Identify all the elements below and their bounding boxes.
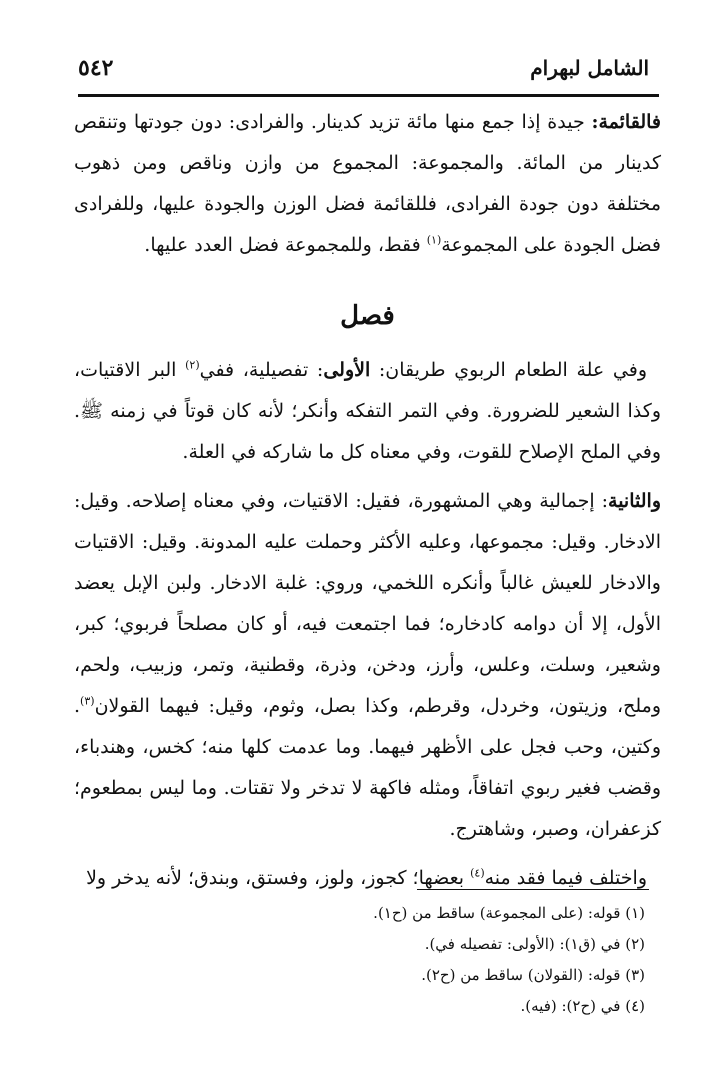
section-heading: فصل: [340, 301, 395, 331]
footnote-1: (١) قوله: (على المجموعة) ساقط من (ح١).: [373, 904, 645, 922]
page-number: ٥٤٢: [78, 55, 114, 81]
footnotes: [100, 898, 645, 1022]
footnote-3: (٣) قوله: (القولان) ساقط من (ح٢).: [421, 966, 645, 984]
paragraph-4: [74, 858, 661, 899]
footnote-ref-4[interactable]: (٤): [470, 866, 485, 880]
footnote-separator: [417, 889, 649, 890]
para2-b: : تفصيلية، ففي: [199, 359, 324, 381]
paragraph-gap: [74, 473, 661, 481]
term-thaniya: والثانية: [608, 490, 661, 512]
footnote-2: (٢) في (ق١): (الأولى: تفصيله في).: [424, 935, 645, 953]
footnote-4: (٤) في (ح٢): (فيه).: [520, 997, 645, 1015]
para3-a: : إجمالية وهي المشهورة، فقيل: الاقتيات، وفي معناه إصلاحه. وقيل: الادخار. وقيل: مجموعها، وعليه الأكثر وحملت عليه المدونة. وقيل: الاقتيات والادخار للعيش غالباً وأنكره اللخمي، وروي: غلبة الادخار. ولبن الإبل يعضد الأول، إلا أن دوامه كادخاره؛ فما اجتمعت فيه، أو كان مصلحاً فربوي؛ كبر، وشعير، وسلت، وعلس، وأرز، ودخن، وذرة، وقطنية، وتمر، وزبيب، ولحم، وملح، وزيتون، وخردل، وقرطم، وكذا بصل، وثوم، وقيل: فيهما القولان: [74, 490, 661, 717]
footnote-ref-2[interactable]: (٢): [185, 358, 200, 372]
main-text: [74, 102, 661, 899]
footnote-ref-1[interactable]: (١): [426, 233, 442, 247]
para2-c: البر الاقتيات، وكذا الشعير للضرورة. وفي التمر التفكه وأنكر؛ لأنه كان قوتاً في زمنه ﷺ. وفي الملح الإصلاح للقوت، وفي معناه كل ما شاركه في العلة.: [74, 359, 661, 463]
paragraph-1: [74, 102, 661, 266]
paragraph-gap: [74, 850, 661, 858]
term-qaima: فالقائمة:: [591, 111, 661, 133]
para4-a: واختلف فيما فقد منه: [484, 867, 647, 889]
para2-a: وفي علة الطعام الربوي طريقان:: [370, 359, 648, 381]
para1-tail: فقط، وللمجموعة فضل العدد عليها.: [144, 234, 427, 256]
header-rule: [78, 94, 659, 97]
running-title: الشامل لبهرام: [530, 56, 649, 80]
paragraph-3: [74, 481, 661, 850]
paragraph-2: [74, 350, 661, 473]
term-oula: الأولى: [323, 359, 371, 381]
para3-b: . وكتين، وحب فجل على الأظهر فيهما. وما عدمت كلها منه؛ كخس، وهندباء، وقضب فغير ربوي اتفاقاً، ومثله فاكهة لا تدخر ولا تقتات. وما ليس بمطعوم؛ كزعفران، وصبر، وشاهترج.: [74, 695, 661, 840]
footnote-ref-3[interactable]: (٣): [80, 694, 95, 708]
para1-text: جيدة إذا جمع منها مائة تزيد كدينار. والفرادى: دون جودتها وتنقص كدينار من المائة. والمجموعة: المجموع من وازن وناقص ومن ذهوب مختلفة دون جودة الفرادى، فللقائمة فضل الوزن والجودة عليها، وللفرادى فضل الجودة على المجموعة: [74, 111, 661, 256]
para4-b: بعضها؛ كجوز، ولوز، وفستق، وبندق؛ لأنه يدخر ولا: [86, 867, 471, 889]
page-header: [78, 48, 649, 88]
